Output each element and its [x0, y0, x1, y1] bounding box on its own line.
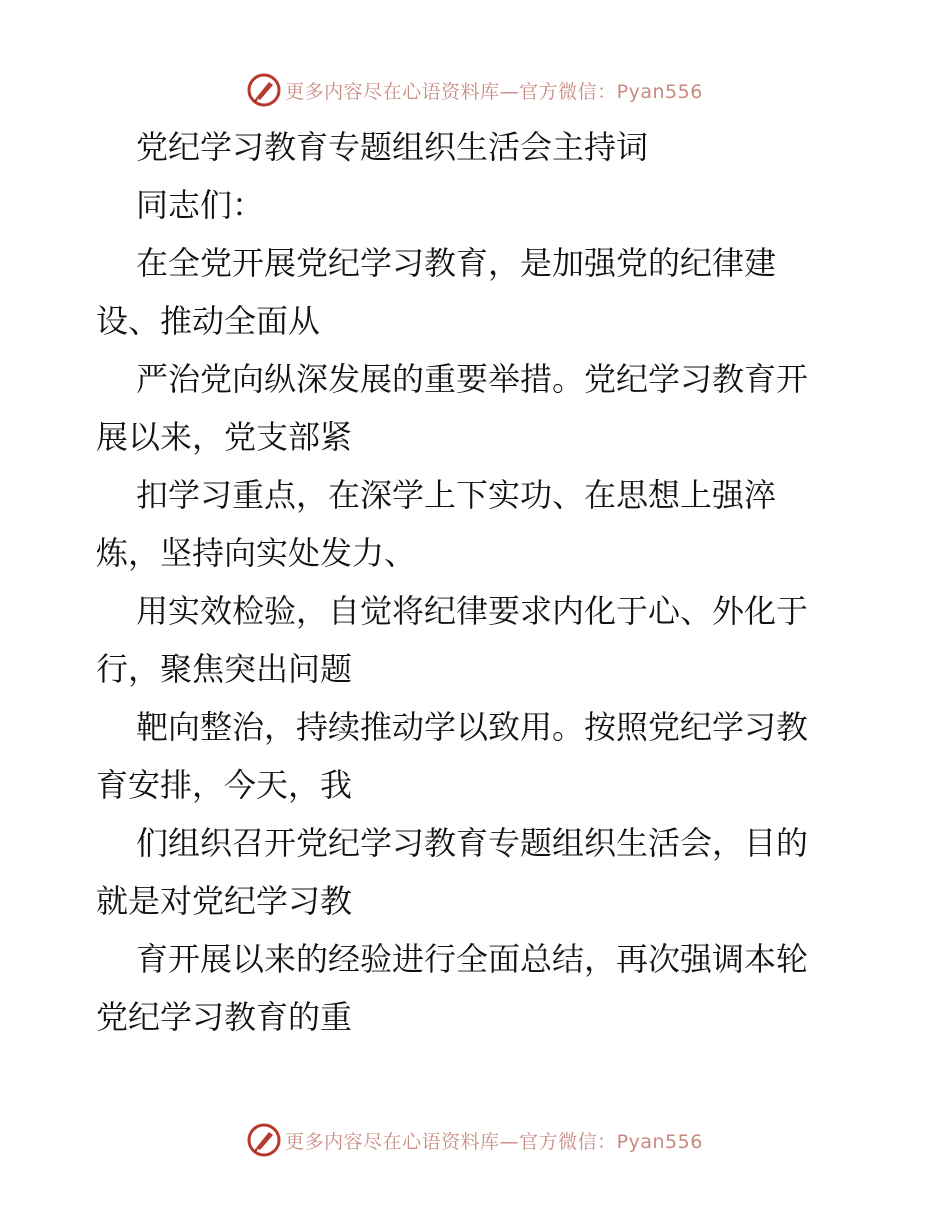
pen-logo-icon — [247, 1123, 281, 1157]
document-text-line: 育开展以来的经验进行全面总结，再次强调本轮 — [136, 940, 809, 978]
header-watermark-banner — [0, 68, 950, 112]
document-text-line: 扣学习重点，在深学上下实功、在思想上强淬 — [136, 476, 777, 514]
watermark-text: 更多内容尽在心语资料库—官方微信：Pyan556 — [285, 80, 703, 103]
document-text-line: 们组织召开党纪学习教育专题组织生活会，目的 — [136, 824, 809, 862]
document-text-line: 行，聚焦突出问题 — [96, 650, 353, 688]
document-text-line: 育安排，今天，我 — [96, 766, 353, 804]
document-text-line: 同志们： — [136, 186, 265, 224]
watermark-text: 更多内容尽在心语资料库—官方微信：Pyan556 — [285, 1130, 703, 1153]
document-text-line: 展以来，党支部紧 — [96, 418, 353, 456]
footer-watermark-banner — [0, 1118, 950, 1162]
document-title: 党纪学习教育专题组织生活会主持词 — [136, 128, 649, 166]
document-text-line: 设、推动全面从 — [96, 302, 321, 340]
document-text-line: 党纪学习教育的重 — [96, 998, 353, 1036]
pen-logo-icon — [247, 73, 281, 107]
document-body — [96, 118, 856, 1046]
document-text-line: 就是对党纪学习教 — [96, 882, 353, 920]
document-text-line: 严治党向纵深发展的重要举措。党纪学习教育开 — [136, 360, 809, 398]
document-text-line: 在全党开展党纪学习教育，是加强党的纪律建 — [136, 244, 777, 282]
document-text-line: 靶向整治，持续推动学以致用。按照党纪学习教 — [136, 708, 809, 746]
document-text-line: 炼，坚持向实处发力、 — [96, 534, 417, 572]
document-text-line: 用实效检验，自觉将纪律要求内化于心、外化于 — [136, 592, 809, 630]
